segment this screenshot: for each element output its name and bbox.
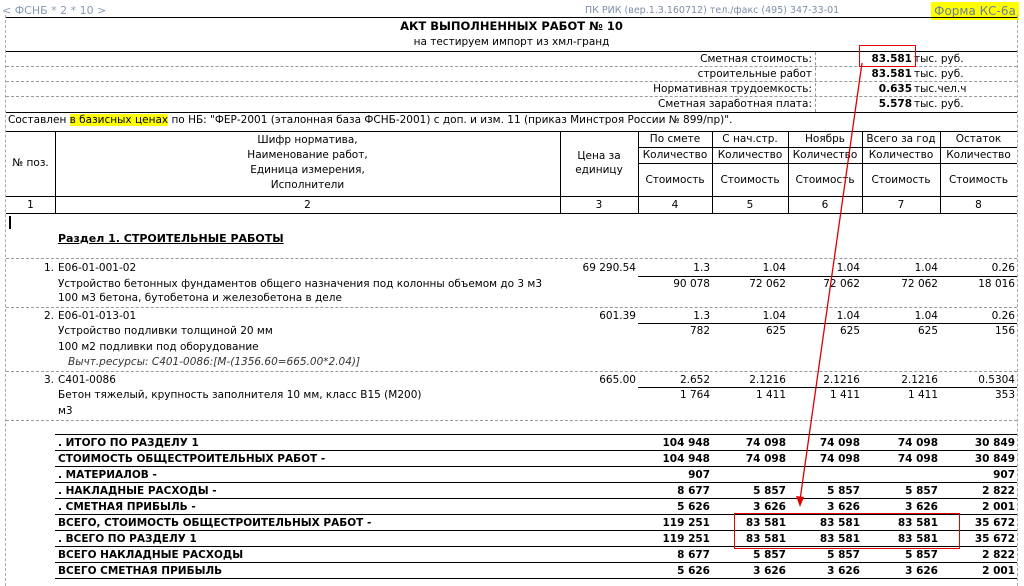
col-cost: Стоимость xyxy=(795,174,855,186)
total-value: 907 xyxy=(993,469,1015,481)
item-cost: 625 xyxy=(765,325,786,337)
total-label: . ВСЕГО ПО РАЗДЕЛУ 1 xyxy=(58,533,197,545)
col-number: 6 xyxy=(821,199,829,211)
col-number: 7 xyxy=(897,199,905,211)
col-number: 3 xyxy=(595,199,603,211)
col-cost: Стоимость xyxy=(720,174,780,186)
item-cost: 18 016 xyxy=(978,278,1015,290)
total-value: 5 626 xyxy=(677,565,710,577)
col-number: 8 xyxy=(975,199,982,211)
col-number: 1 xyxy=(27,199,34,211)
col-header-price: единицу xyxy=(575,164,623,176)
total-value: 74 098 xyxy=(819,453,860,465)
total-value: 2 001 xyxy=(982,565,1015,577)
total-value: 2 001 xyxy=(982,501,1015,513)
item-code: С401-0086 xyxy=(58,374,116,386)
item-qty: 0.26 xyxy=(991,262,1015,274)
total-value: 35 672 xyxy=(974,533,1015,545)
summary-value: 83.581 xyxy=(871,53,912,65)
section-title: Раздел 1. СТРОИТЕЛЬНЫЕ РАБОТЫ xyxy=(58,232,284,245)
total-value: 8 677 xyxy=(677,485,710,497)
total-value: 119 251 xyxy=(662,517,710,529)
col-qty: Количество xyxy=(792,149,858,161)
item-code: Е06-01-013-01 xyxy=(58,310,137,322)
total-value: 83 581 xyxy=(897,533,938,545)
item-qty: 1.04 xyxy=(836,310,860,322)
total-value: 3 626 xyxy=(827,565,860,577)
total-value: 119 251 xyxy=(662,533,710,545)
total-value: 5 857 xyxy=(753,549,786,561)
item-desc: Бетон тяжелый, крупность заполнителя 10 мм, класс B15 (М200) xyxy=(58,389,422,401)
total-value: 5 626 xyxy=(677,501,710,513)
col-cost: Стоимость xyxy=(948,174,1009,186)
col-group: Ноябрь xyxy=(805,133,845,145)
col-qty: Количество xyxy=(642,149,708,161)
col-cost: Стоимость xyxy=(645,174,705,186)
summary-unit: тыс. руб. xyxy=(914,53,964,65)
act-title: АКТ ВЫПОЛНЕННЫХ РАБОТ № 10 xyxy=(400,19,623,33)
col-header-name: Исполнители xyxy=(270,179,345,191)
col-number: 4 xyxy=(671,199,679,211)
item-price: 665.00 xyxy=(599,374,636,386)
item-qty: 2.652 xyxy=(679,374,710,386)
item-desc: Устройство подливки толщиной 20 мм xyxy=(58,325,273,337)
summary-value: 0.635 xyxy=(878,83,912,95)
item-unit: 100 м2 подливки под оборудование xyxy=(58,341,259,353)
item-cost: 72 062 xyxy=(901,278,938,290)
total-value: 74 098 xyxy=(897,453,938,465)
total-value: 74 098 xyxy=(819,437,860,449)
item-qty: 1.04 xyxy=(762,262,786,274)
total-value: 3 626 xyxy=(753,565,786,577)
item-qty: 1.04 xyxy=(762,310,786,322)
item-qty: 2.1216 xyxy=(749,374,786,386)
total-label: . НАКЛАДНЫЕ РАСХОДЫ - xyxy=(58,485,217,497)
item-qty: 1.04 xyxy=(836,262,860,274)
basis-highlight: в базисных ценах xyxy=(69,114,169,126)
total-label: . СМЕТНАЯ ПРИБЫЛЬ - xyxy=(58,501,196,513)
total-value: 83 581 xyxy=(819,517,860,529)
act-subtitle: на тестируем импорт из хмл-гранд xyxy=(413,36,610,48)
item-code: Е06-01-001-02 xyxy=(58,262,137,274)
item-qty: 0.5304 xyxy=(978,374,1015,386)
col-header-num: № поз. xyxy=(12,157,49,169)
item-cost: 625 xyxy=(839,325,860,337)
total-label: . МАТЕРИАЛОВ - xyxy=(58,469,157,481)
total-value: 907 xyxy=(688,469,710,481)
total-value: 5 857 xyxy=(753,485,786,497)
col-group: Всего за год xyxy=(866,133,936,145)
item-qty: 1.04 xyxy=(914,310,938,322)
total-value: 5 857 xyxy=(827,485,860,497)
total-value: 3 626 xyxy=(905,565,938,577)
total-label: . ИТОГО ПО РАЗДЕЛУ 1 xyxy=(58,437,199,449)
col-group: По смете xyxy=(649,133,701,145)
total-value: 3 626 xyxy=(905,501,938,513)
item-cost: 156 xyxy=(994,325,1015,337)
total-label: ВСЕГО СМЕТНАЯ ПРИБЫЛЬ xyxy=(58,565,223,577)
summary-value: 83.581 xyxy=(871,68,912,80)
item-num: 2. xyxy=(43,310,54,322)
total-label: СТОИМОСТЬ ОБЩЕСТРОИТЕЛЬНЫХ РАБОТ - xyxy=(58,453,326,465)
col-number: 5 xyxy=(746,199,754,211)
item-cost: 1 411 xyxy=(755,389,786,401)
item-qty: 2.1216 xyxy=(901,374,938,386)
total-value: 3 626 xyxy=(753,501,786,513)
item-qty: 2.1216 xyxy=(823,374,860,386)
total-value: 83 581 xyxy=(897,517,938,529)
col-header-price: Цена за xyxy=(577,150,621,162)
summary-label: Сметная заработная плата: xyxy=(658,98,812,110)
col-header-name: Шифр норматива, xyxy=(257,134,358,146)
summary-value: 5.578 xyxy=(878,98,912,110)
summary-label: Нормативная трудоемкость: xyxy=(653,83,812,95)
item-qty: 1.04 xyxy=(914,262,938,274)
item-cost: 1 764 xyxy=(679,389,710,401)
item-unit: м3 xyxy=(58,405,73,417)
col-header-name: Единица измерения, xyxy=(250,164,365,176)
program-version: ПК РИК (вер.1.3.160712) тел./факс (495) 347-33-01 xyxy=(585,5,840,16)
total-value: 2 822 xyxy=(982,549,1015,561)
item-cost: 72 062 xyxy=(749,278,786,290)
total-value: 83 581 xyxy=(819,533,860,545)
item-unit: 100 м3 бетона, бутобетона и железобетона в деле xyxy=(58,292,342,304)
total-value: 5 857 xyxy=(827,549,860,561)
item-cost: 90 078 xyxy=(673,278,710,290)
total-value: 74 098 xyxy=(745,453,786,465)
total-value: 83 581 xyxy=(745,517,786,529)
total-value: 74 098 xyxy=(897,437,938,449)
summary-label: Сметная стоимость: xyxy=(700,53,812,65)
total-value: 104 948 xyxy=(662,453,710,465)
price-basis: Составлен в базисных ценах по НБ: "ФЕР-2001 (эталонная база ФСНБ-2001) с доп. и изм. 11 (приказ Минстроя России № 899/пр)". xyxy=(8,114,733,126)
col-qty: Количество xyxy=(868,149,934,161)
total-label: ВСЕГО НАКЛАДНЫЕ РАСХОДЫ xyxy=(58,549,244,561)
col-group: С нач.стр. xyxy=(722,133,778,145)
total-value: 30 849 xyxy=(974,437,1015,449)
total-value: 30 849 xyxy=(974,453,1015,465)
item-cost: 625 xyxy=(917,325,938,337)
summary-unit: тыс.чел.ч xyxy=(914,83,967,95)
total-value: 3 626 xyxy=(827,501,860,513)
item-num: 3. xyxy=(43,374,54,386)
total-value: 8 677 xyxy=(677,549,710,561)
total-value: 74 098 xyxy=(745,437,786,449)
item-cost: 72 062 xyxy=(823,278,860,290)
form-badge: Форма КС-6а xyxy=(931,2,1019,20)
total-value: 2 822 xyxy=(982,485,1015,497)
total-value: 5 857 xyxy=(905,485,938,497)
total-value: 5 857 xyxy=(905,549,938,561)
item-desc: Устройство бетонных фундаментов общего назначения под колонны объемом до 3 м3 xyxy=(58,278,543,290)
document-navigator[interactable]: < ФСНБ * 2 * 10 > xyxy=(2,4,107,17)
item-cost: 1 411 xyxy=(829,389,860,401)
col-qty: Количество xyxy=(717,149,783,161)
item-qty: 1.3 xyxy=(693,310,710,322)
col-cost: Стоимость xyxy=(871,174,931,186)
col-number: 2 xyxy=(304,199,311,211)
col-qty: Количество xyxy=(946,149,1011,161)
item-price: 601.39 xyxy=(599,310,636,322)
item-cost: 353 xyxy=(994,389,1015,401)
item-num: 1. xyxy=(43,262,54,274)
col-group: Остаток xyxy=(955,133,1002,145)
item-note: Вычт.ресурсы: С401-0086:[М-(1356.60=665.00*2.04)] xyxy=(68,356,361,368)
total-label: ВСЕГО, СТОИМОСТЬ ОБЩЕСТРОИТЕЛЬНЫХ РАБОТ - xyxy=(58,517,372,529)
col-header-name: Наименование работ, xyxy=(247,149,368,161)
total-value: 83 581 xyxy=(745,533,786,545)
item-qty: 0.26 xyxy=(991,310,1015,322)
summary-unit: тыс. руб. xyxy=(914,98,964,110)
item-cost: 1 411 xyxy=(907,389,938,401)
summary-unit: тыс. руб. xyxy=(914,68,964,80)
item-price: 69 290.54 xyxy=(582,262,636,274)
item-qty: 1.3 xyxy=(693,262,710,274)
total-value: 35 672 xyxy=(974,517,1015,529)
total-value: 104 948 xyxy=(662,437,710,449)
item-cost: 782 xyxy=(689,325,710,337)
summary-label: строительные работ xyxy=(697,68,812,80)
